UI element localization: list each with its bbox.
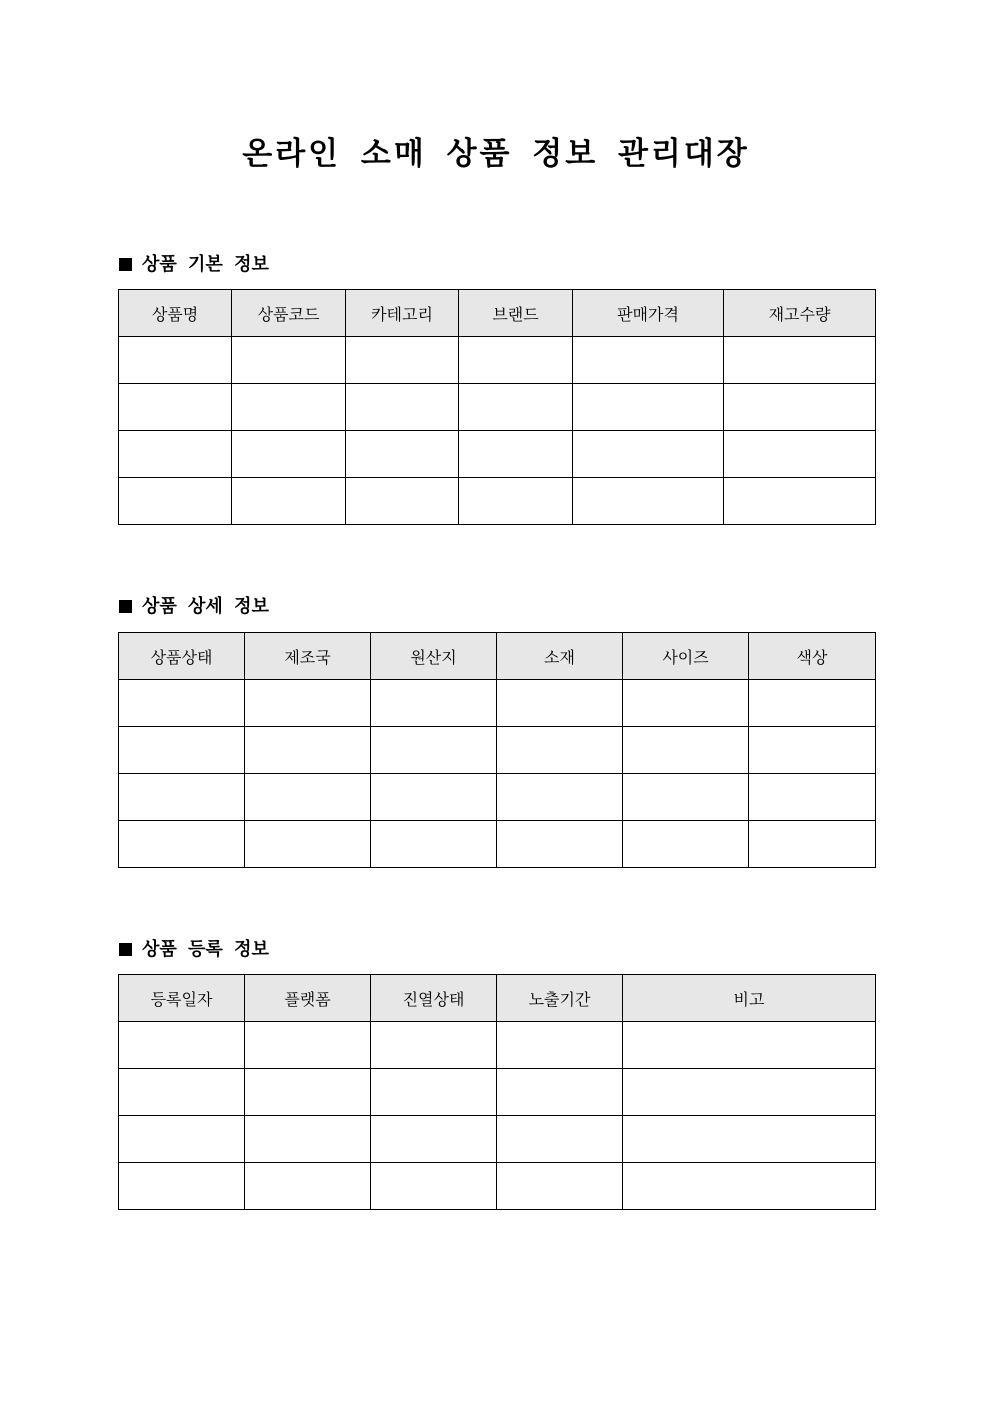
column-header-origin: 원산지	[371, 633, 497, 680]
table-cell[interactable]	[232, 478, 346, 525]
table-row	[119, 821, 876, 868]
table-cell[interactable]	[724, 431, 876, 478]
table-cell[interactable]	[623, 1116, 876, 1163]
column-header-remarks: 비고	[623, 975, 876, 1022]
table-cell[interactable]	[119, 821, 245, 868]
header-row	[119, 290, 876, 337]
table-row	[119, 337, 876, 384]
table-cell[interactable]	[623, 1069, 876, 1116]
table-cell[interactable]	[573, 431, 724, 478]
table-cell[interactable]	[497, 727, 623, 774]
table-cell[interactable]	[371, 1163, 497, 1210]
section-heading-label: 상품 상세 정보	[142, 596, 269, 617]
square-bullet-icon	[119, 943, 132, 956]
header-row	[119, 975, 876, 1022]
column-header-condition: 상품상태	[119, 633, 245, 680]
registration-info-table	[118, 974, 876, 1210]
column-header-stock: 재고수량	[724, 290, 876, 337]
table-row	[119, 384, 876, 431]
table-cell[interactable]	[346, 337, 459, 384]
table-cell[interactable]	[497, 774, 623, 821]
table-row	[119, 680, 876, 727]
table-cell[interactable]	[245, 1163, 371, 1210]
table-cell[interactable]	[119, 478, 232, 525]
table-cell[interactable]	[371, 1116, 497, 1163]
table-cell[interactable]	[119, 774, 245, 821]
table-cell[interactable]	[119, 680, 245, 727]
square-bullet-icon	[119, 258, 132, 271]
table-cell[interactable]	[245, 1022, 371, 1069]
square-bullet-icon	[119, 600, 132, 613]
table-cell[interactable]	[119, 1163, 245, 1210]
table-cell[interactable]	[749, 774, 876, 821]
column-header-registration-date: 등록일자	[119, 975, 245, 1022]
table-cell[interactable]	[245, 1116, 371, 1163]
table-cell[interactable]	[346, 384, 459, 431]
table-cell[interactable]	[371, 1022, 497, 1069]
column-header-product-name: 상품명	[119, 290, 232, 337]
column-header-price: 판매가격	[573, 290, 724, 337]
table-cell[interactable]	[245, 821, 371, 868]
table-cell[interactable]	[749, 821, 876, 868]
table-cell[interactable]	[245, 727, 371, 774]
table-cell[interactable]	[749, 680, 876, 727]
section-heading-basic	[119, 252, 269, 278]
table-row	[119, 478, 876, 525]
column-header-display-status: 진열상태	[371, 975, 497, 1022]
column-header-platform: 플랫폼	[245, 975, 371, 1022]
table-cell[interactable]	[245, 1069, 371, 1116]
table-cell[interactable]	[119, 1069, 245, 1116]
table-cell[interactable]	[573, 337, 724, 384]
table-cell[interactable]	[346, 431, 459, 478]
table-cell[interactable]	[749, 727, 876, 774]
table-cell[interactable]	[497, 821, 623, 868]
table-cell[interactable]	[497, 1116, 623, 1163]
table-cell[interactable]	[346, 478, 459, 525]
section-heading-label: 상품 등록 정보	[142, 939, 269, 960]
page-title: 온라인 소매 상품 정보 관리대장	[242, 136, 750, 172]
table-cell[interactable]	[497, 1163, 623, 1210]
table-row	[119, 774, 876, 821]
table-row	[119, 431, 876, 478]
table-cell[interactable]	[232, 337, 346, 384]
table-cell[interactable]	[371, 774, 497, 821]
table-cell[interactable]	[459, 337, 573, 384]
table-cell[interactable]	[371, 680, 497, 727]
column-header-color: 색상	[749, 633, 876, 680]
table-cell[interactable]	[459, 384, 573, 431]
table-cell[interactable]	[245, 774, 371, 821]
basic-info-table	[118, 289, 876, 525]
column-header-manufacturing-country: 제조국	[245, 633, 371, 680]
table-cell[interactable]	[119, 1116, 245, 1163]
table-row	[119, 1069, 876, 1116]
section-heading-label: 상품 기본 정보	[142, 254, 269, 275]
table-cell[interactable]	[497, 1069, 623, 1116]
column-header-size: 사이즈	[623, 633, 749, 680]
table-row	[119, 1163, 876, 1210]
table-cell[interactable]	[724, 478, 876, 525]
section-heading-detail	[119, 594, 269, 620]
table-cell[interactable]	[623, 821, 749, 868]
table-cell[interactable]	[623, 1163, 876, 1210]
column-header-brand: 브랜드	[459, 290, 573, 337]
table-cell[interactable]	[724, 384, 876, 431]
table-cell[interactable]	[371, 821, 497, 868]
table-cell[interactable]	[497, 1022, 623, 1069]
table-cell[interactable]	[245, 680, 371, 727]
table-cell[interactable]	[623, 727, 749, 774]
table-row	[119, 1022, 876, 1069]
section-heading-registration	[119, 937, 269, 963]
table-cell[interactable]	[573, 384, 724, 431]
table-cell[interactable]	[232, 431, 346, 478]
table-cell[interactable]	[371, 727, 497, 774]
table-cell[interactable]	[459, 478, 573, 525]
table-cell[interactable]	[119, 337, 232, 384]
header-row	[119, 633, 876, 680]
table-cell[interactable]	[119, 1022, 245, 1069]
table-cell[interactable]	[623, 1022, 876, 1069]
detail-info-table	[118, 632, 876, 868]
table-cell[interactable]	[724, 337, 876, 384]
column-header-material: 소재	[497, 633, 623, 680]
table-cell[interactable]	[573, 478, 724, 525]
column-header-category: 카테고리	[346, 290, 459, 337]
table-cell[interactable]	[119, 727, 245, 774]
table-cell[interactable]	[232, 384, 346, 431]
table-row	[119, 1116, 876, 1163]
table-cell[interactable]	[497, 680, 623, 727]
table-cell[interactable]	[623, 680, 749, 727]
table-cell[interactable]	[371, 1069, 497, 1116]
table-row	[119, 727, 876, 774]
table-cell[interactable]	[459, 431, 573, 478]
table-cell[interactable]	[623, 774, 749, 821]
table-cell[interactable]	[119, 431, 232, 478]
column-header-product-code: 상품코드	[232, 290, 346, 337]
column-header-exposure-period: 노출기간	[497, 975, 623, 1022]
table-cell[interactable]	[119, 384, 232, 431]
